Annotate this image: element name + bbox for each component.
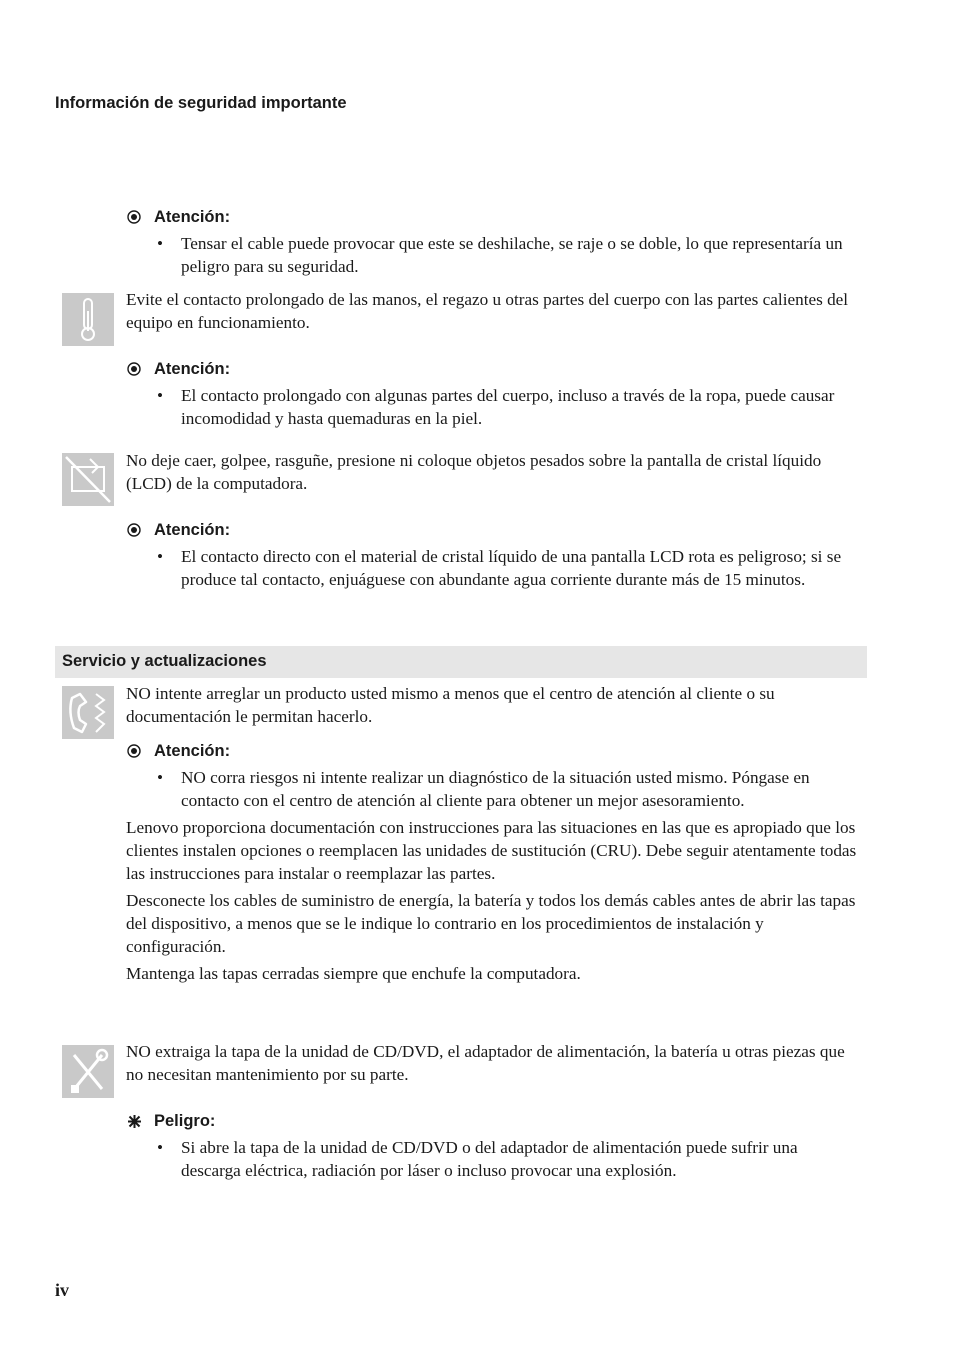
phone-icon [62,686,114,739]
attention-label: Atención: [154,359,231,378]
section-header-bar [55,646,867,678]
page-header-title: Información de seguridad importante [55,94,347,112]
attention-label: Atención: [154,207,231,226]
lcd-block [126,449,861,495]
bullet-text: NO corra riesgos ni intente realizar un diagnóstico de la situación usted mismo. Póngase en contacto con el centro de atención al cliente para obtener un mejor asesoramiento. [181,768,810,810]
thermometer-icon [62,293,114,346]
attention-heading [126,519,861,541]
list-item: • Tensar el cable puede provocar que este se deshilache, se raje o se doble, lo que representaría un peligro para su seguridad. [157,234,843,276]
bullet-text: Si abre la tapa de la unidad de CD/DVD o del adaptador de alimentación puede sufrir una descarga eléctrica, radiación por láser o incluso provocar una explosión. [181,1138,798,1180]
page-number: iv [55,1280,70,1300]
bullet-text: El contacto directo con el material de cristal líquido de una pantalla LCD rota es peligroso; si se produce tal contacto, enjuáguese con abundante agua corriente durante más de 15 minutos. [181,547,842,589]
service-intro-text: NO intente arreglar un producto usted mismo a menos que el centro de atención al cliente o su documentación le permitan hacerlo. [126,684,775,726]
attention-heading [126,206,861,228]
attention-circle-icon [126,210,142,224]
list-item: • El contacto directo con el material de cristal líquido de una pantalla LCD rota es peligroso; si se produce tal contacto, enjuáguese con abundante agua corriente durante más de 15 minutos. [157,547,842,589]
danger-star-icon [126,1114,142,1129]
attention-block-lcd [126,519,861,591]
attention-block-cable [126,206,861,278]
list-item: • NO corra riesgos ni intente realizar un diagnóstico de la situación usted mismo. Póngase en contacto con el centro de atención al cliente para obtener un mejor asesoramiento. [157,768,810,810]
attention-circle-icon [126,744,142,758]
attention-block-burn [126,358,861,430]
no-remove-text: NO extraiga la tapa de la unidad de CD/DVD, el adaptador de alimentación, la batería u otras piezas que no necesitan mantenimiento por su parte. [126,1042,845,1084]
covers-paragraph: Mantenga las tapas cerradas siempre que enchufe la computadora. [126,964,581,983]
attention-label: Atención: [154,741,231,760]
attention-heading [126,358,861,380]
attention-label: Atención: [154,520,231,539]
wrench-screwdriver-icon [62,1045,114,1098]
bullet-text: El contacto prolongado con algunas partes del cuerpo, incluso a través de la ropa, puede causar incomodidad y hasta quemaduras en la piel. [181,386,835,428]
disconnect-paragraph: Desconecte los cables de suministro de energía, la batería y todos los demás cables antes de abrir las tapas del dispositivo, a menos que se le indique lo contrario en los procedimientos de instalación y configuración. [126,891,856,956]
bullet-list [126,766,861,812]
list-item: • El contacto prolongado con algunas partes del cuerpo, incluso a través de la ropa, puede causar incomodidad y hasta quemaduras en la piel. [157,386,835,428]
attention-heading [126,740,861,762]
hot-surface-text: Evite el contacto prolongado de las manos, el regazo u otras partes del cuerpo con las partes calientes del equipo en funcionamiento. [126,290,849,332]
lcd-text: No deje caer, golpee, rasguñe, presione ni coloque objetos pesados sobre la pantalla de cristal líquido (LCD) de la computadora. [126,451,822,493]
attention-circle-icon [126,362,142,376]
danger-label: Peligro: [154,1111,216,1130]
service-block [126,682,861,985]
danger-block [126,1110,861,1182]
hot-surface-block [126,288,861,334]
tools-block [126,1040,861,1086]
section-title: Servicio y actualizaciones [62,652,267,670]
bullet-text: Tensar el cable puede provocar que este se deshilache, se raje o se doble, lo que representaría un peligro para su seguridad. [181,234,843,276]
list-item: • Si abre la tapa de la unidad de CD/DVD o del adaptador de alimentación puede sufrir una descarga eléctrica, radiación por láser o incluso provocar una explosión. [157,1138,798,1180]
bullet-list [126,384,861,430]
bullet-list [126,232,861,278]
attention-circle-icon [126,523,142,537]
cru-paragraph: Lenovo proporciona documentación con instrucciones para las situaciones en las que es apropiado que los clientes instalen opciones o reemplacen las unidades de sustitución (CRU). Debe seguir atentamente todas las instrucciones para instalar o reemplazar las partes. [126,818,857,883]
bullet-list [126,545,861,591]
no-pressure-lcd-icon [62,453,114,506]
bullet-list [126,1136,861,1182]
danger-heading [126,1110,861,1132]
